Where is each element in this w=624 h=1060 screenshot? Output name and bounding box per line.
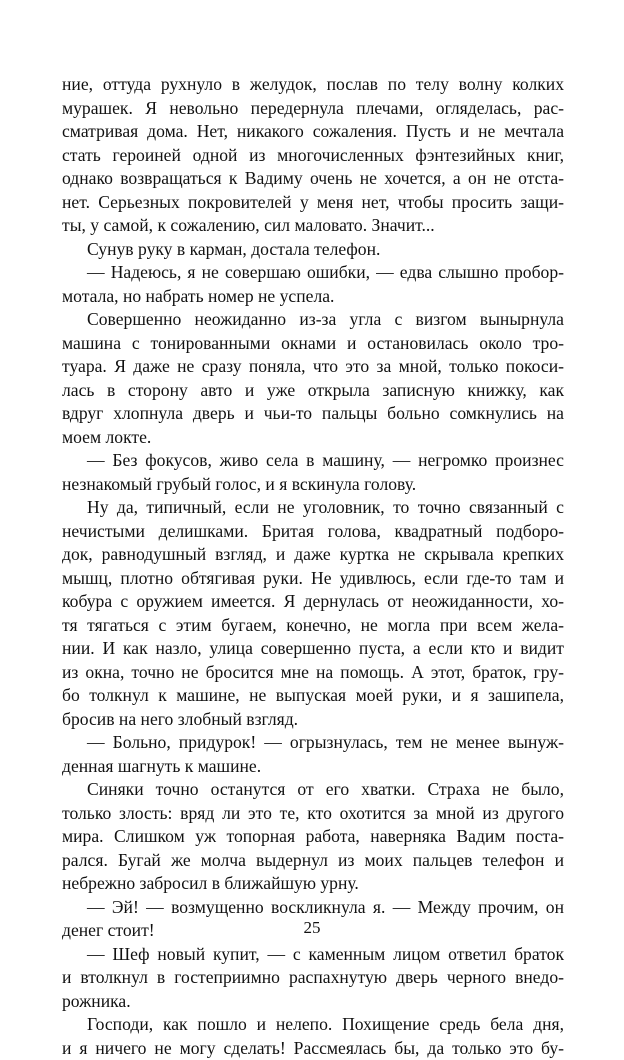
text-line: нии. И как назло, улица совершенно пуста, а если кто и видит xyxy=(62,637,564,661)
text-line: сматривая дома. Нет, никакого сожаления. Пусть и не мечтала xyxy=(62,120,564,144)
text-line: вдруг хлопнула дверь и чьи-то пальцы больно сомкнулись на xyxy=(62,402,564,426)
text-line: денег стоит! xyxy=(62,919,564,943)
text-line: нет. Серьезных покровителей у меня нет, чтобы просить защи- xyxy=(62,191,564,215)
text-line: Ну да, типичный, если не уголовник, то точно связанный с xyxy=(62,496,564,520)
text-line: стать героиней одной из многочисленных фэнтезийных книг, xyxy=(62,144,564,168)
text-line: нечистыми делишками. Бритая голова, квадратный подборо- xyxy=(62,520,564,544)
page-number: 25 xyxy=(0,918,624,938)
text-line: — Шеф новый купит, — с каменным лицом ответил браток xyxy=(62,943,564,967)
text-line: только злость: вряд ли это те, кто охотится за мной из другого xyxy=(62,802,564,826)
text-line: лась в сторону авто и уже открыла записную книжку, как xyxy=(62,379,564,403)
text-line: мурашек. Я невольно передернула плечами, огляделась, рас- xyxy=(62,97,564,121)
text-line: ние, оттуда рухнуло в желудок, послав по телу волну колких xyxy=(62,73,564,97)
text-line: рался. Бугай же молча выдернул из моих пальцев телефон и xyxy=(62,849,564,873)
body-text xyxy=(62,73,564,1060)
text-line: машина с тонированными окнами и остановилась около тро- xyxy=(62,332,564,356)
text-line: кобура с оружием имеется. Я дернулась от неожиданности, хо- xyxy=(62,590,564,614)
text-line: Совершенно неожиданно из-за угла с визгом вынырнула xyxy=(62,308,564,332)
text-line: незнакомый грубый голос, и я вскинула голову. xyxy=(62,473,564,497)
text-line: — Больно, придурок! — огрызнулась, тем не менее вынуж- xyxy=(62,731,564,755)
text-line: Господи, как пошло и нелепо. Похищение средь бела дня, xyxy=(62,1013,564,1037)
text-line: Синяки точно останутся от его хватки. Страха не было, xyxy=(62,778,564,802)
text-line: мотала, но набрать номер не успела. xyxy=(62,285,564,309)
text-line: бросив на него злобный взгляд. xyxy=(62,708,564,732)
text-line: Сунув руку в карман, достала телефон. xyxy=(62,238,564,262)
text-line: и втолкнул в гостеприимно распахнутую дверь черного внедо- xyxy=(62,966,564,990)
text-line: денная шагнуть к машине. xyxy=(62,755,564,779)
text-line: — Надеюсь, я не совершаю ошибки, — едва слышно пробор- xyxy=(62,261,564,285)
text-line: небрежно забросил в ближайшую урну. xyxy=(62,872,564,896)
text-line: — Без фокусов, живо села в машину, — негромко произнес xyxy=(62,449,564,473)
text-line: однако возвращаться к Вадиму очень не хочется, а он не отста- xyxy=(62,167,564,191)
text-line: тя тягаться с этим бугаем, конечно, не могла при всем жела- xyxy=(62,614,564,638)
text-line: из окна, точно не бросится мне на помощь. А этот, браток, гру- xyxy=(62,661,564,685)
text-line: бо толкнул к машине, не выпуская моей руки, и я зашипела, xyxy=(62,684,564,708)
text-line: док, равнодушный взгляд, и даже куртка не скрывала крепких xyxy=(62,543,564,567)
text-line: моем локте. xyxy=(62,426,564,450)
text-line: и я ничего не могу сделать! Рассмеялась бы, да только это бу- xyxy=(62,1037,564,1060)
text-line: — Эй! — возмущенно воскликнула я. — Между прочим, он xyxy=(62,896,564,920)
text-line: мира. Слишком уж топорная работа, наверняка Вадим поста- xyxy=(62,825,564,849)
text-line: рожника. xyxy=(62,990,564,1014)
text-line: туара. Я даже не сразу поняла, что это за мной, только покоси- xyxy=(62,355,564,379)
text-line: мышц, плотно обтягивая руки. Не удивлюсь, если где-то там и xyxy=(62,567,564,591)
text-line: ты, у самой, к сожалению, сил маловато. Значит... xyxy=(62,214,564,238)
